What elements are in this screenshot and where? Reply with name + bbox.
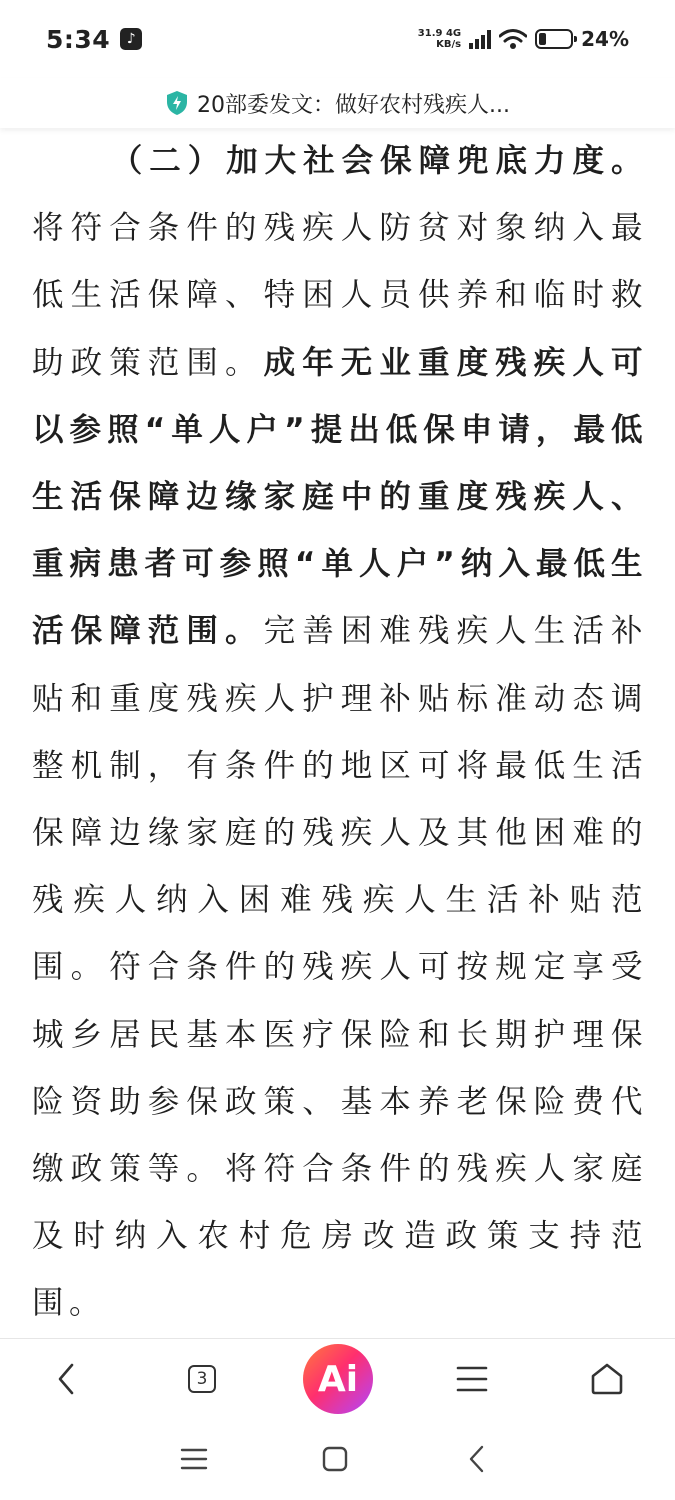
system-home-button[interactable]	[305, 1418, 365, 1500]
battery-percent: 24%	[581, 27, 629, 51]
tiktok-notification-icon: ♪	[120, 28, 142, 50]
tab-count: 3	[196, 1369, 208, 1389]
browser-toolbar	[0, 1338, 675, 1419]
article-content	[32, 128, 648, 1336]
net-speed-value: 31.9	[417, 28, 443, 39]
ai-label: Ai	[317, 1358, 359, 1400]
chevron-left-icon	[55, 1362, 77, 1396]
paragraph-text: 将符合条件的残疾人防贫对象纳入最低生活保障、特困人员供养和临时救助政策范围。	[32, 210, 648, 381]
status-right	[418, 27, 629, 51]
net-speed-unit: KB/s	[436, 39, 462, 50]
network-speed	[418, 28, 461, 50]
home-button[interactable]	[577, 1339, 637, 1419]
recent-apps-icon	[180, 1447, 208, 1471]
status-left	[46, 25, 142, 54]
section-heading: （二）加大社会保障兜底力度。	[110, 143, 648, 179]
hamburger-menu-icon	[456, 1365, 488, 1393]
paragraph-text: 完善困难残疾人生活补贴和重度残疾人护理补贴标准动态调整机制，有条件的地区可将最低生活保障边缘家庭的残疾人及其他困难的残疾人纳入困难残疾人生活补贴范围。符合条件的残疾人可按规定享受城乡居民基本医疗保险和长期护理保险资助参保政策、基本养老保险费代缴政策等。将符合条件的残疾人家庭及时纳入农村危房改造政策支持范围。	[32, 613, 648, 1322]
system-nav-bar	[0, 1418, 675, 1500]
recent-apps-button[interactable]	[164, 1418, 224, 1500]
tabs-button[interactable]	[172, 1339, 232, 1419]
battery-icon	[535, 29, 573, 49]
page-title: 20部委发文：做好农村残疾人...	[197, 92, 510, 118]
emphasized-text: 成年无业重度残疾人可以参照“单人户”提出低保申请，最低生活保障边缘家庭中的重度残疾人、重病患者可参照“单人户”纳入最低生活保障范围。	[32, 344, 648, 650]
page-title-bar[interactable]	[0, 78, 675, 128]
ai-assistant-button[interactable]	[302, 1339, 374, 1419]
network-type: 4G	[445, 28, 462, 39]
wifi-icon	[499, 28, 527, 50]
menu-button[interactable]	[442, 1339, 502, 1419]
status-bar	[0, 0, 675, 78]
home-icon	[590, 1363, 624, 1395]
system-back-button[interactable]	[446, 1418, 506, 1500]
square-home-icon	[321, 1445, 349, 1473]
shield-check-icon	[165, 90, 189, 116]
back-button[interactable]	[36, 1339, 96, 1419]
battery-fill	[539, 33, 546, 45]
signal-icon	[469, 29, 491, 49]
article-paragraph	[32, 128, 648, 1336]
status-time: 5:34	[46, 24, 111, 54]
ai-icon	[303, 1344, 373, 1414]
back-triangle-icon	[466, 1444, 486, 1474]
tabs-count-icon	[188, 1365, 216, 1393]
